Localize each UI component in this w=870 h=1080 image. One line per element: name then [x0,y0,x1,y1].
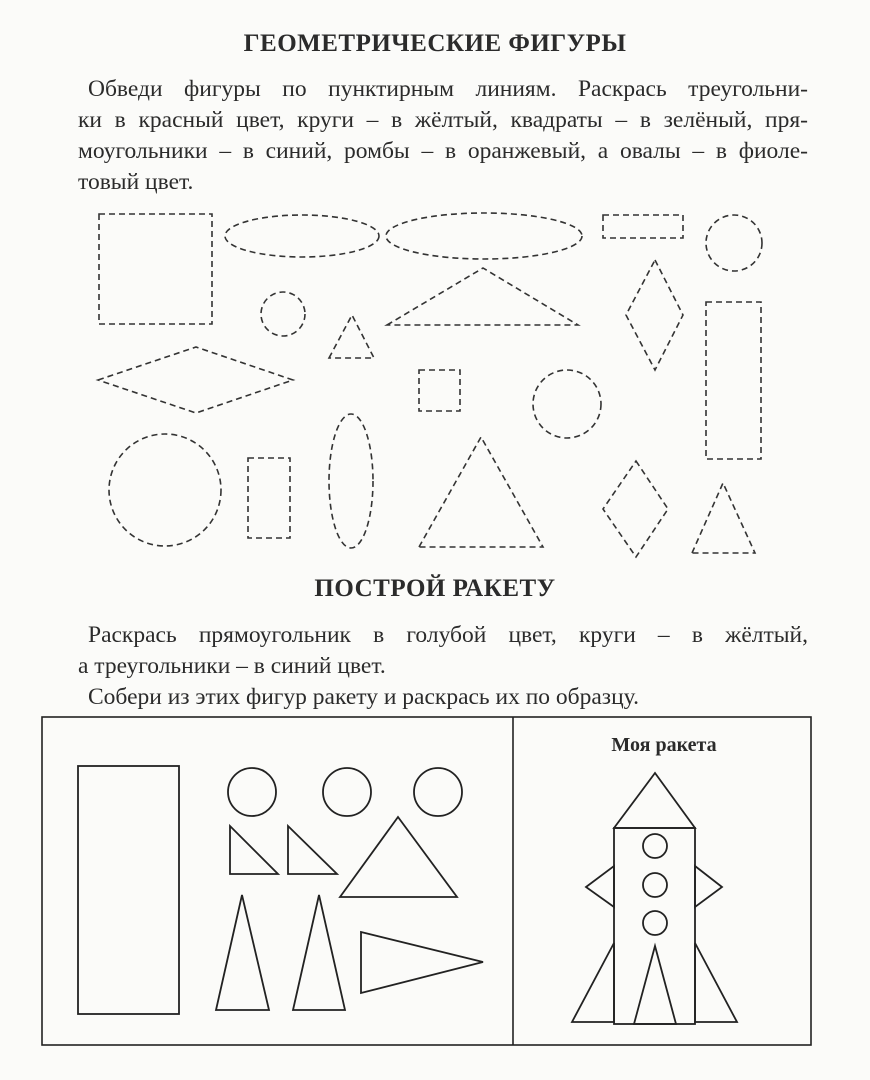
instruction-line: Собери из этих фигур ракету и раскрась их по образцу. [88,684,639,710]
instruction-line: моугольники – в синий, ромбы – в оранжевый, а овалы – в фиоле- [78,138,808,164]
rocket-right-wing-triangle [695,866,722,907]
piece-circle[interactable] [323,768,371,816]
piece-circle[interactable] [414,768,462,816]
instruction-line: Раскрась прямоугольник в голубой цвет, круги – в жёлтый, [88,622,808,648]
piece-triangle-tall[interactable] [216,895,269,1010]
sample-rocket [572,773,737,1024]
rocket-right-fin-triangle [695,943,737,1022]
piece-triangle-small[interactable] [230,826,278,874]
instruction-line: а треугольники – в синий цвет. [78,653,386,679]
section-title-build-rocket: ПОСТРОЙ РАКЕТУ [314,575,556,602]
rocket-nose-triangle [614,773,695,828]
rocket-window-circle [643,911,667,935]
rocket-left-wing-triangle [586,866,614,907]
rocket-window-circle [643,834,667,858]
instruction-line: товый цвет. [78,169,194,195]
my-rocket-label: Моя ракета [611,734,717,756]
piece-triangle-tall[interactable] [293,895,345,1010]
instruction-line: Обведи фигуры по пунктирным линиям. Раскрась треугольни- [88,76,808,102]
piece-rectangle[interactable] [78,766,179,1014]
section-title-geometric-figures: ГЕОМЕТРИЧЕСКИЕ ФИГУРЫ [243,30,627,57]
piece-circle[interactable] [228,768,276,816]
rocket-window-circle [643,873,667,897]
piece-triangle-side[interactable] [361,932,483,993]
rocket-center-fin-triangle [634,946,676,1024]
rocket-left-fin-triangle [572,943,614,1022]
piece-triangle-large[interactable] [340,817,457,897]
instruction-line: ки в красный цвет, круги – в жёлтый, квадраты – в зелёный, пря- [78,107,808,133]
piece-triangle-small[interactable] [288,826,337,874]
